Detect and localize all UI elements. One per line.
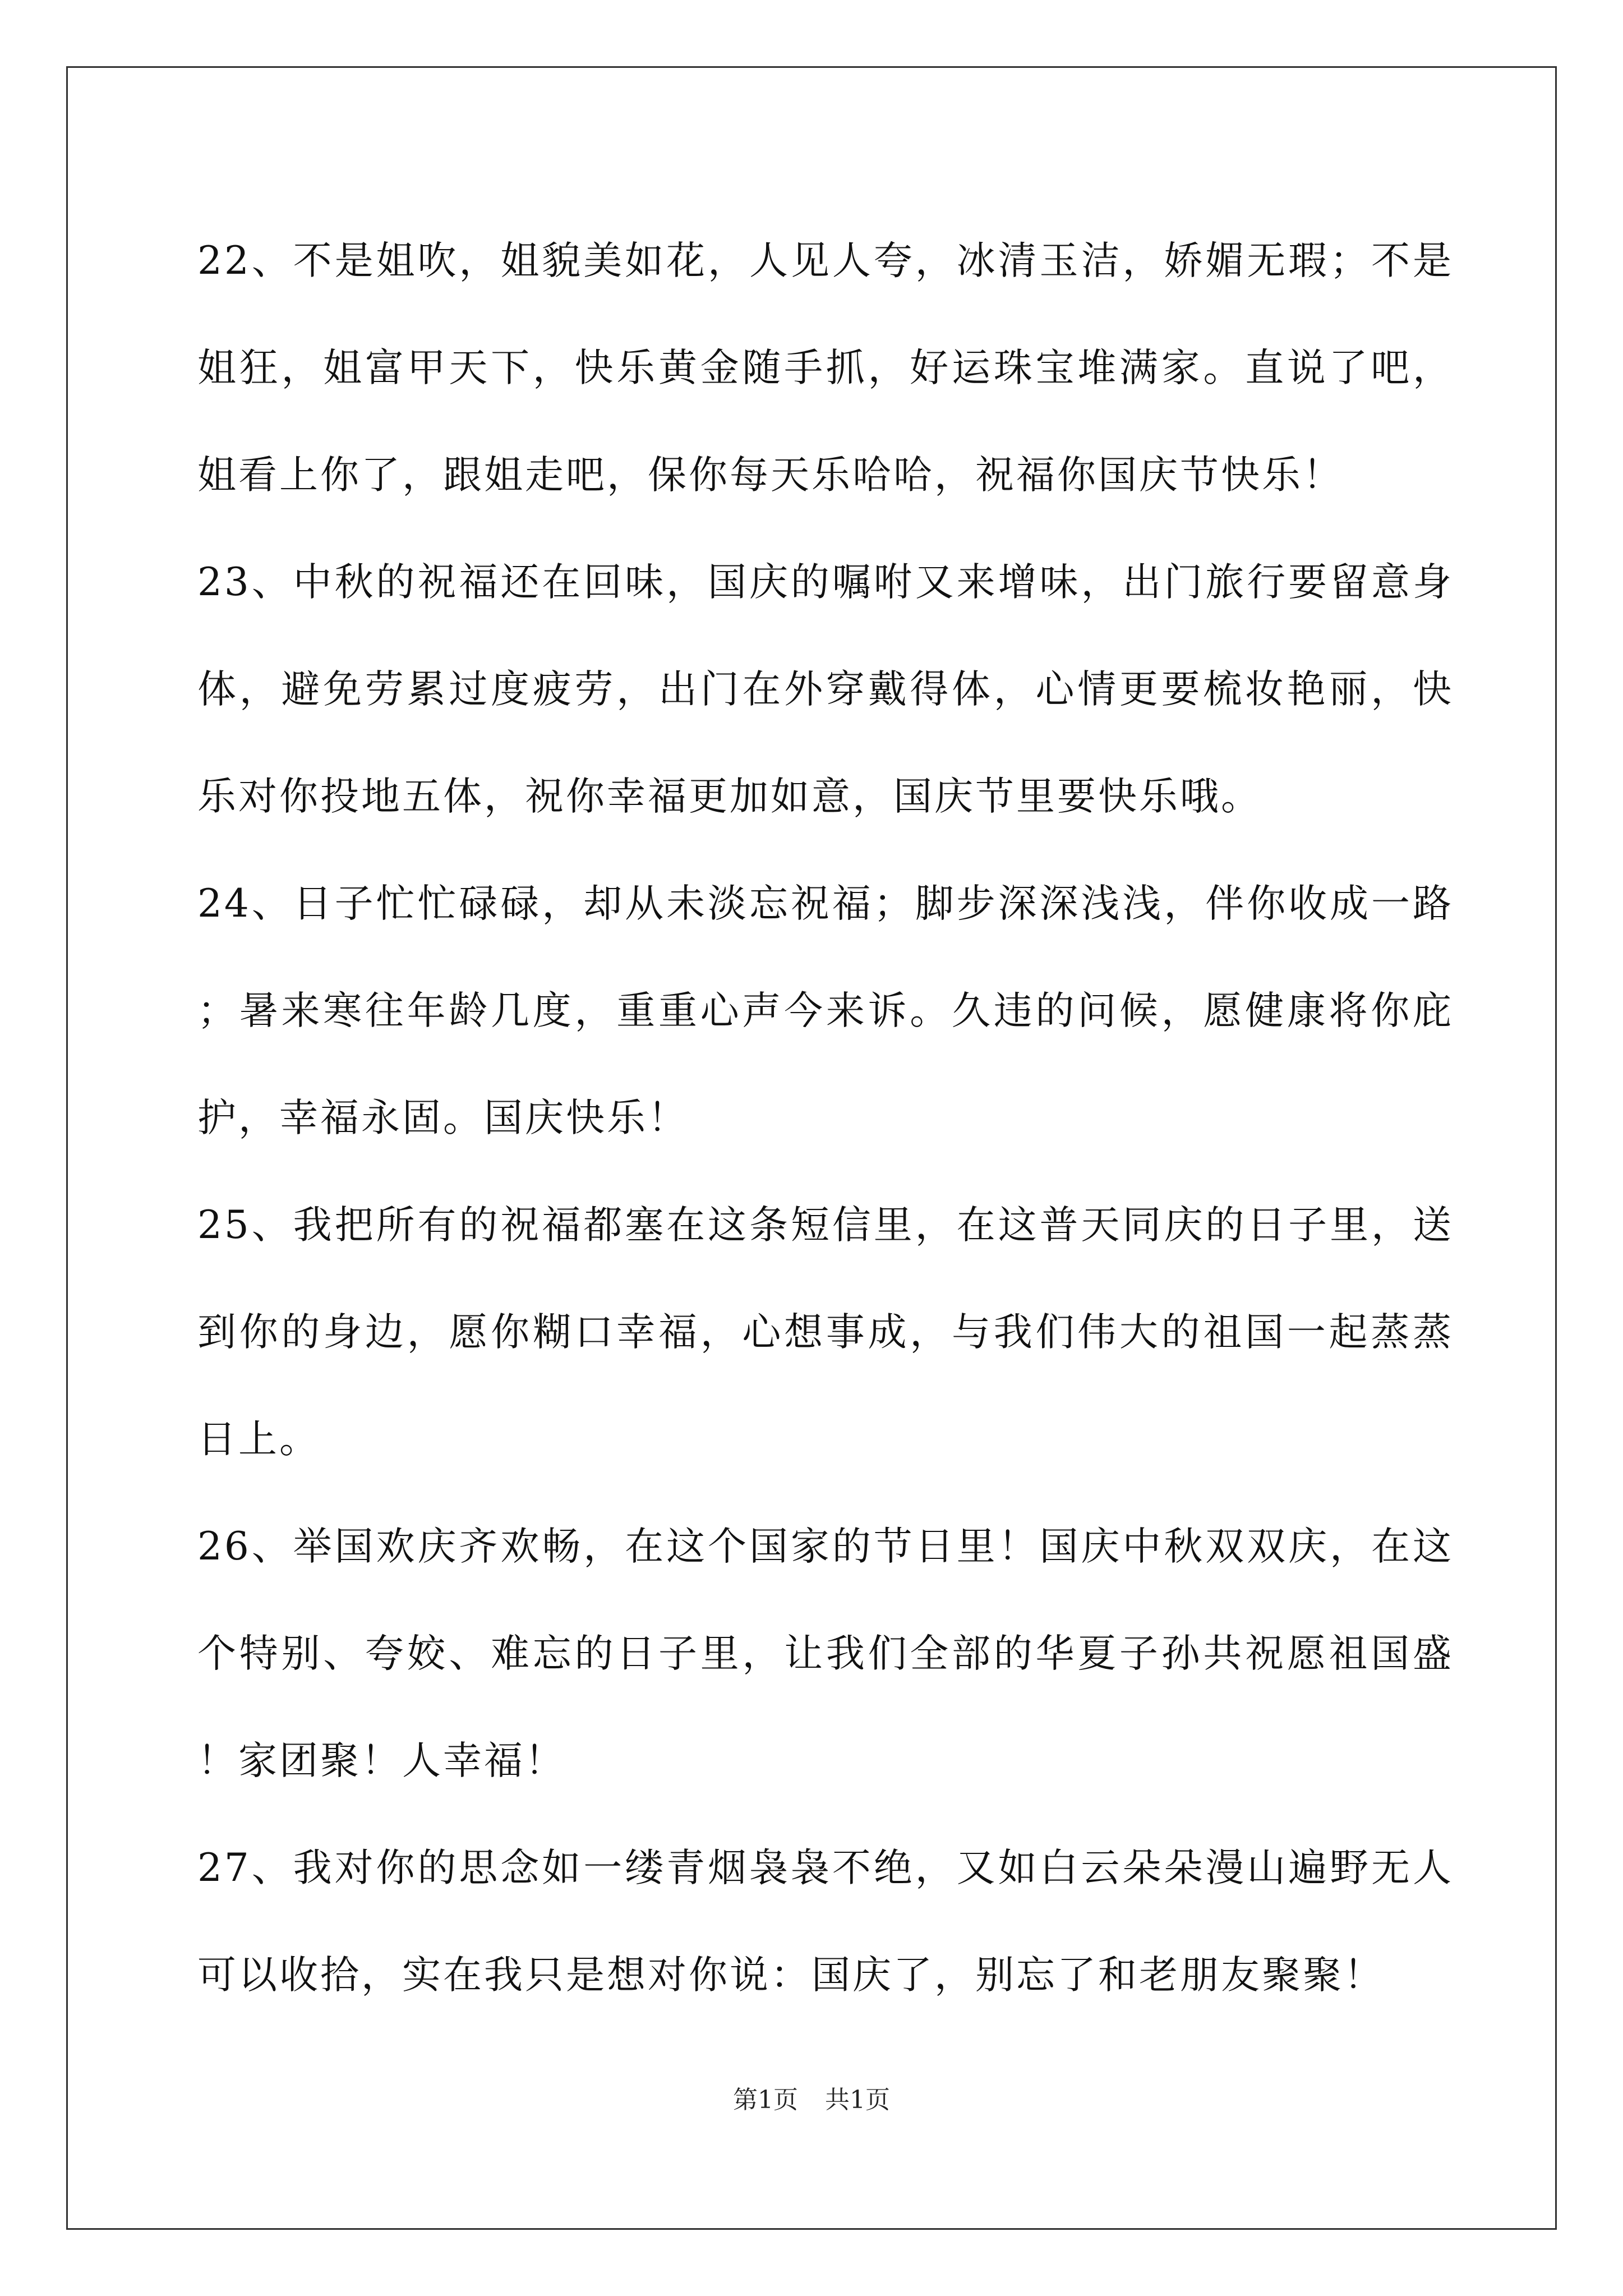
paragraph-24: 24、日子忙忙碌碌，却从未淡忘祝福；脚步深深浅浅，伴你收成一路；暑来寒往年龄几度，重重心声今来诉。久违的问候，愿健康将你庇护，幸福永固。国庆快乐！ (197, 881, 1454, 1140)
paragraph-23: 23、中秋的祝福还在回味，国庆的嘱咐又来增味，出门旅行要留意身体，避免劳累过度疲劳，出门在外穿戴得体，心情更要梳妆艳丽，快乐对你投地五体，祝你幸福更加如意，国庆节里要快乐哦。 (197, 560, 1454, 819)
paragraph-26: 26、举国欢庆齐欢畅，在这个国家的节日里！国庆中秋双双庆，在这个特别、夸姣、难忘的日子里，让我们全部的华夏子孙共祝愿祖国盛！家团聚！人幸福！ (197, 1524, 1454, 1783)
page-footer (0, 2083, 1623, 2117)
page-total: 共1页 (825, 2086, 890, 2114)
page-number: 第1页 (733, 2086, 798, 2114)
document-body (197, 208, 1454, 2029)
paragraph-25: 25、我把所有的祝福都塞在这条短信里，在这普天同庆的日子里，送到你的身边，愿你糊口幸福，心想事成，与我们伟大的祖国一起蒸蒸日上。 (197, 1203, 1454, 1462)
paragraph-27: 27、我对你的思念如一缕青烟袅袅不绝，又如白云朵朵漫山遍野无人可以收拾，实在我只是想对你说：国庆了，别忘了和老朋友聚聚！ (197, 1846, 1454, 1998)
paragraph-22: 22、不是姐吹，姐貌美如花，人见人夸，冰清玉洁，娇媚无瑕；不是姐狂，姐富甲天下，快乐黄金随手抓，好运珠宝堆满家。直说了吧，姐看上你了，跟姐走吧，保你每天乐哈哈，祝福你国庆节快乐！ (197, 238, 1454, 498)
